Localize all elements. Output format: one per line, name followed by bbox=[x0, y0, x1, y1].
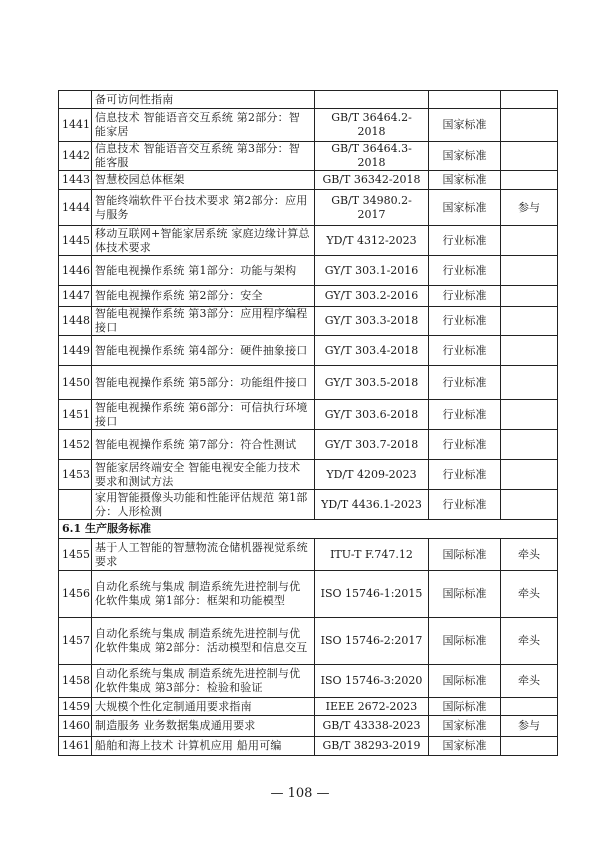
standard-type-cell: 行业标准 bbox=[429, 336, 501, 366]
participation-role-cell bbox=[501, 430, 558, 460]
table-row bbox=[59, 142, 558, 171]
standard-code-cell: GB/T 38293-2019 bbox=[315, 737, 429, 756]
standard-name-cell: 船舶和海上技术 计算机应用 船用可编 bbox=[92, 737, 315, 756]
row-number-cell: 1455 bbox=[59, 539, 92, 571]
table-row bbox=[59, 286, 558, 307]
standard-type-cell: 国家标准 bbox=[429, 142, 501, 171]
table-row bbox=[59, 307, 558, 336]
table-row bbox=[59, 737, 558, 756]
row-number-cell: 1443 bbox=[59, 171, 92, 190]
standard-code-cell: YD/T 4436.1-2023 bbox=[315, 490, 429, 520]
participation-role-cell: 牵头 bbox=[501, 665, 558, 698]
row-number-cell bbox=[59, 490, 92, 520]
participation-role-cell bbox=[501, 698, 558, 716]
standard-name-cell: 智能终端软件平台技术要求 第2部分：应用与服务 bbox=[92, 190, 315, 226]
standard-type-cell bbox=[429, 91, 501, 109]
standards-table-body bbox=[59, 91, 558, 756]
standard-code-cell: GY/T 303.1-2016 bbox=[315, 256, 429, 286]
participation-role-cell bbox=[501, 400, 558, 430]
page-number: — 108 — bbox=[270, 786, 330, 801]
standards-table bbox=[58, 90, 558, 756]
standard-name-cell: 智能家居终端安全 智能电视安全能力技术要求和测试方法 bbox=[92, 460, 315, 490]
row-number-cell: 1445 bbox=[59, 226, 92, 256]
standard-name-cell: 备可访问性指南 bbox=[92, 91, 315, 109]
standard-name-cell: 基于人工智能的智慧物流仓储机器视觉系统要求 bbox=[92, 539, 315, 571]
table-row bbox=[59, 171, 558, 190]
standard-type-cell: 行业标准 bbox=[429, 430, 501, 460]
participation-role-cell bbox=[501, 256, 558, 286]
standard-type-cell: 国家标准 bbox=[429, 737, 501, 756]
participation-role-cell bbox=[501, 460, 558, 490]
table-row bbox=[59, 460, 558, 490]
row-number-cell: 1449 bbox=[59, 336, 92, 366]
table-row bbox=[59, 336, 558, 366]
standard-name-cell: 移动互联网+智能家居系统 家庭边缘计算总体技术要求 bbox=[92, 226, 315, 256]
standard-code-cell: GY/T 303.7-2018 bbox=[315, 430, 429, 460]
participation-role-cell bbox=[501, 109, 558, 142]
standard-name-cell: 自动化系统与集成 制造系统先进控制与优化软件集成 第3部分：检验和验证 bbox=[92, 665, 315, 698]
standard-code-cell: GB/T 36464.3-2018 bbox=[315, 142, 429, 171]
standard-type-cell: 国际标准 bbox=[429, 618, 501, 665]
row-number-cell bbox=[59, 91, 92, 109]
row-number-cell: 1448 bbox=[59, 307, 92, 336]
participation-role-cell bbox=[501, 366, 558, 400]
table-row bbox=[59, 665, 558, 698]
table-row bbox=[59, 256, 558, 286]
row-number-cell: 1452 bbox=[59, 430, 92, 460]
table-row bbox=[59, 490, 558, 520]
standard-type-cell: 行业标准 bbox=[429, 286, 501, 307]
standard-type-cell: 行业标准 bbox=[429, 400, 501, 430]
standard-type-cell: 国际标准 bbox=[429, 698, 501, 716]
table-row bbox=[59, 430, 558, 460]
standard-code-cell: GY/T 303.5-2018 bbox=[315, 366, 429, 400]
row-number-cell: 1447 bbox=[59, 286, 92, 307]
participation-role-cell bbox=[501, 737, 558, 756]
table-row bbox=[59, 190, 558, 226]
table-row bbox=[59, 400, 558, 430]
row-number-cell: 1450 bbox=[59, 366, 92, 400]
standard-type-cell: 国家标准 bbox=[429, 716, 501, 737]
standard-name-cell: 智慧校园总体框架 bbox=[92, 171, 315, 190]
table-row bbox=[59, 366, 558, 400]
standard-name-cell: 大规模个性化定制通用要求指南 bbox=[92, 698, 315, 716]
standard-type-cell: 国际标准 bbox=[429, 665, 501, 698]
standard-name-cell: 制造服务 业务数据集成通用要求 bbox=[92, 716, 315, 737]
standard-code-cell: GB/T 34980.2-2017 bbox=[315, 190, 429, 226]
participation-role-cell bbox=[501, 171, 558, 190]
table-row bbox=[59, 226, 558, 256]
standard-code-cell: GB/T 43338-2023 bbox=[315, 716, 429, 737]
table-row bbox=[59, 618, 558, 665]
table-row bbox=[59, 571, 558, 618]
table-row bbox=[59, 716, 558, 737]
row-number-cell: 1441 bbox=[59, 109, 92, 142]
standard-name-cell: 信息技术 智能语音交互系统 第2部分：智能家居 bbox=[92, 109, 315, 142]
standard-name-cell: 智能电视操作系统 第2部分：安全 bbox=[92, 286, 315, 307]
participation-role-cell bbox=[501, 226, 558, 256]
participation-role-cell bbox=[501, 142, 558, 171]
row-number-cell: 1459 bbox=[59, 698, 92, 716]
standard-code-cell: GB/T 36342-2018 bbox=[315, 171, 429, 190]
participation-role-cell bbox=[501, 286, 558, 307]
standard-type-cell: 行业标准 bbox=[429, 366, 501, 400]
table-row bbox=[59, 539, 558, 571]
standard-type-cell: 国际标准 bbox=[429, 571, 501, 618]
standard-code-cell: YD/T 4209-2023 bbox=[315, 460, 429, 490]
row-number-cell: 1444 bbox=[59, 190, 92, 226]
standard-name-cell: 智能电视操作系统 第7部分：符合性测试 bbox=[92, 430, 315, 460]
standard-code-cell: GB/T 36464.2-2018 bbox=[315, 109, 429, 142]
standard-name-cell: 信息技术 智能语音交互系统 第3部分：智能客服 bbox=[92, 142, 315, 171]
standard-code-cell: YD/T 4312-2023 bbox=[315, 226, 429, 256]
standard-name-cell: 智能电视操作系统 第1部分：功能与架构 bbox=[92, 256, 315, 286]
participation-role-cell: 参与 bbox=[501, 190, 558, 226]
row-number-cell: 1457 bbox=[59, 618, 92, 665]
standard-name-cell: 智能电视操作系统 第5部分：功能组件接口 bbox=[92, 366, 315, 400]
standard-code-cell: ISO 15746-1:2015 bbox=[315, 571, 429, 618]
participation-role-cell: 牵头 bbox=[501, 571, 558, 618]
row-number-cell: 1456 bbox=[59, 571, 92, 618]
participation-role-cell: 牵头 bbox=[501, 618, 558, 665]
row-number-cell: 1451 bbox=[59, 400, 92, 430]
section-heading-row bbox=[59, 520, 558, 539]
standard-code-cell: ISO 15746-2:2017 bbox=[315, 618, 429, 665]
row-number-cell: 1453 bbox=[59, 460, 92, 490]
row-number-cell: 1458 bbox=[59, 665, 92, 698]
standard-code-cell: GY/T 303.6-2018 bbox=[315, 400, 429, 430]
standard-code-cell: GY/T 303.4-2018 bbox=[315, 336, 429, 366]
participation-role-cell bbox=[501, 336, 558, 366]
standard-code-cell: GY/T 303.3-2018 bbox=[315, 307, 429, 336]
standard-code-cell: ISO 15746-3:2020 bbox=[315, 665, 429, 698]
standard-type-cell: 行业标准 bbox=[429, 307, 501, 336]
standard-type-cell: 国际标准 bbox=[429, 539, 501, 571]
row-number-cell: 1461 bbox=[59, 737, 92, 756]
standard-code-cell bbox=[315, 91, 429, 109]
standard-name-cell: 智能电视操作系统 第3部分：应用程序编程接口 bbox=[92, 307, 315, 336]
standard-name-cell: 自动化系统与集成 制造系统先进控制与优化软件集成 第1部分：框架和功能模型 bbox=[92, 571, 315, 618]
row-number-cell: 1442 bbox=[59, 142, 92, 171]
row-number-cell: 1460 bbox=[59, 716, 92, 737]
table-row bbox=[59, 91, 558, 109]
row-number-cell: 1446 bbox=[59, 256, 92, 286]
section-heading: 6.1 生产服务标准 bbox=[59, 520, 558, 539]
table-row bbox=[59, 109, 558, 142]
standard-code-cell: GY/T 303.2-2016 bbox=[315, 286, 429, 307]
standard-type-cell: 行业标准 bbox=[429, 226, 501, 256]
table-row bbox=[59, 698, 558, 716]
standard-code-cell: IEEE 2672-2023 bbox=[315, 698, 429, 716]
standard-type-cell: 行业标准 bbox=[429, 490, 501, 520]
standard-code-cell: ITU-T F.747.12 bbox=[315, 539, 429, 571]
standard-type-cell: 国家标准 bbox=[429, 190, 501, 226]
standard-type-cell: 国家标准 bbox=[429, 109, 501, 142]
participation-role-cell: 参与 bbox=[501, 716, 558, 737]
standard-name-cell: 家用智能摄像头功能和性能评估规范 第1部分：人形检测 bbox=[92, 490, 315, 520]
standard-type-cell: 行业标准 bbox=[429, 460, 501, 490]
standard-name-cell: 智能电视操作系统 第6部分：可信执行环境接口 bbox=[92, 400, 315, 430]
standard-type-cell: 行业标准 bbox=[429, 256, 501, 286]
standard-name-cell: 智能电视操作系统 第4部分：硬件抽象接口 bbox=[92, 336, 315, 366]
standard-name-cell: 自动化系统与集成 制造系统先进控制与优化软件集成 第2部分：活动模型和信息交互 bbox=[92, 618, 315, 665]
participation-role-cell bbox=[501, 490, 558, 520]
participation-role-cell bbox=[501, 307, 558, 336]
participation-role-cell: 牵头 bbox=[501, 539, 558, 571]
participation-role-cell bbox=[501, 91, 558, 109]
standard-type-cell: 国家标准 bbox=[429, 171, 501, 190]
